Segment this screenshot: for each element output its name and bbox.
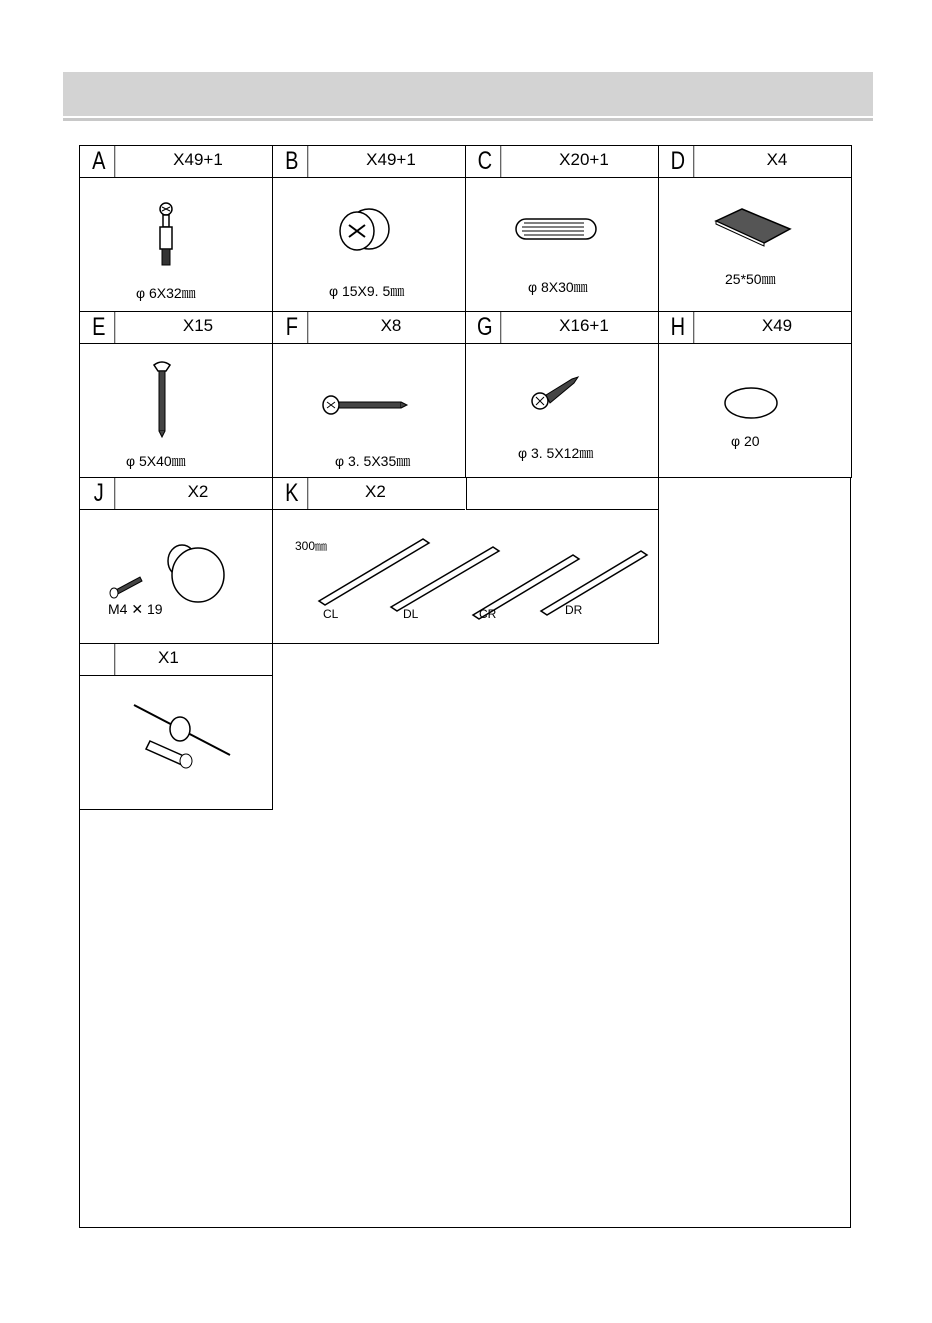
cam-lock-icon [335, 205, 395, 255]
part-letter: G [466, 312, 501, 343]
part-dimension: φ 3. 5X35㎜ [335, 453, 411, 469]
part-cell-j [79, 477, 273, 644]
cam-bolt-icon [150, 201, 190, 271]
slide-label: DR [565, 603, 583, 617]
header-rule [63, 118, 873, 121]
part-letter: C [466, 146, 501, 177]
part-letter: B [273, 146, 308, 177]
part-dimension: φ 5X40㎜ [126, 453, 186, 469]
part-cell-h [658, 311, 852, 478]
part-letter: E [80, 312, 115, 343]
part-quantity: X15 [182, 316, 214, 335]
drawer-slides-icon [313, 527, 653, 617]
part-cell-f [272, 311, 466, 478]
felt-pad-icon [714, 207, 794, 247]
part-dimension: M4 ✕ 19 [108, 601, 163, 617]
part-letter: D [659, 146, 694, 177]
part-cell-c [465, 145, 659, 312]
slide-label: CL [323, 607, 339, 621]
part-letter: F [273, 312, 308, 343]
header-bar [63, 72, 873, 116]
part-quantity: X4 [766, 150, 788, 169]
part-dimension: 25*50㎜ [725, 271, 776, 287]
part-quantity: X2 [365, 482, 386, 501]
part-dimension: φ 6X32㎜ [136, 285, 196, 301]
slide-label: DL [403, 607, 419, 621]
part-dimension: φ 20 [731, 433, 760, 449]
part-quantity: X1 [158, 648, 179, 667]
part-quantity: X8 [380, 316, 402, 335]
slide-label: CR [479, 607, 497, 621]
part-letter [80, 644, 115, 675]
part-cell-b [272, 145, 466, 312]
part-cell-d [658, 145, 852, 312]
part-quantity: X49 [761, 316, 793, 335]
dowel-icon [514, 215, 604, 245]
part-cell-g [465, 311, 659, 478]
part-quantity: X16+1 [559, 316, 609, 335]
part-letter: H [659, 312, 694, 343]
part-quantity: X49+1 [173, 150, 223, 169]
slide-length-label: 300㎜ [295, 539, 328, 553]
long-screw-icon [152, 359, 176, 439]
screwdriver-icon [130, 699, 240, 779]
part-quantity: X49+1 [366, 150, 416, 169]
part-letter: J [80, 478, 115, 509]
part-letter: A [80, 146, 115, 177]
part-quantity: X20+1 [559, 150, 609, 169]
part-cell-e [79, 311, 273, 478]
wood-screw-icon [321, 393, 411, 417]
part-cell-a [79, 145, 273, 312]
part-dimension: φ 3. 5X12㎜ [518, 445, 594, 461]
part-dimension: φ 15X9. 5㎜ [329, 283, 405, 299]
part-dimension: φ 8X30㎜ [528, 279, 588, 295]
short-screw-icon [530, 373, 590, 413]
part-cell-k [272, 477, 659, 644]
part-cell-tool [79, 643, 273, 810]
part-quantity: X2 [187, 482, 209, 501]
cover-cap-icon [723, 387, 783, 421]
part-letter: K [273, 478, 308, 509]
